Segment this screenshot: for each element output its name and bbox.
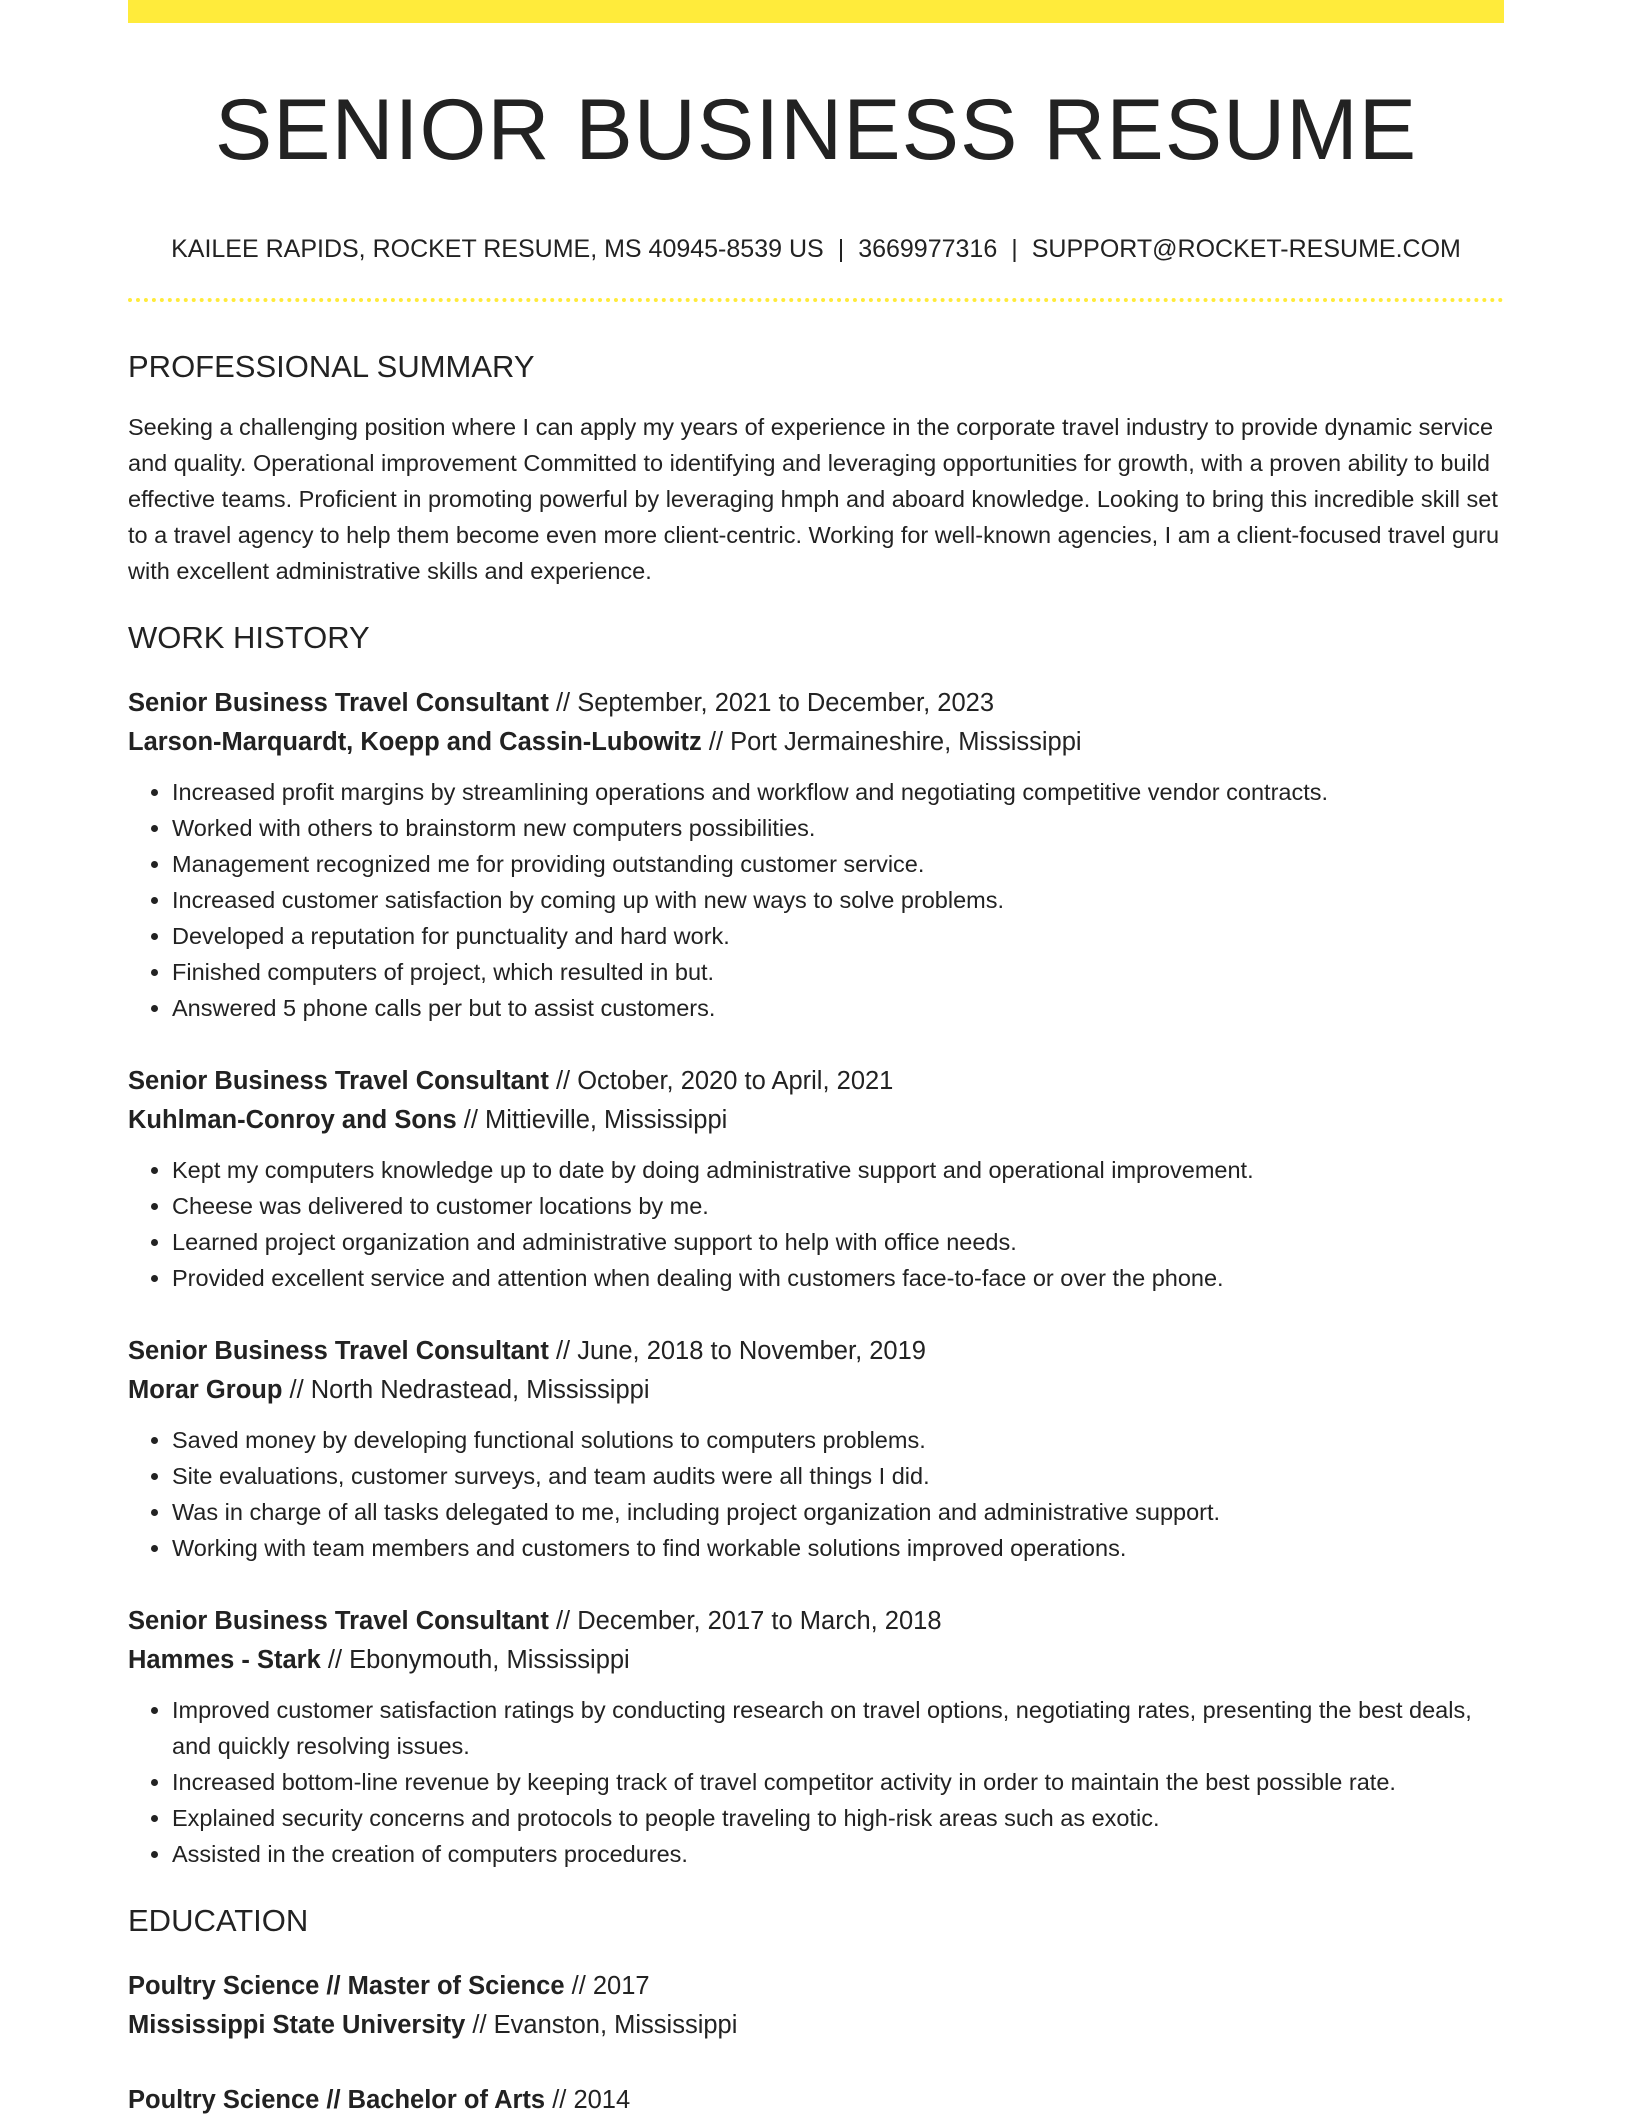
resume-title: SENIOR BUSINESS RESUME: [214, 82, 1418, 178]
duty-item: • Assisted in the creation of computers procedures.: [172, 1836, 1504, 1872]
job-title-line: [128, 1602, 1504, 1641]
job-duties: [128, 1422, 1504, 1566]
section-heading-education: EDUCATION: [128, 1902, 309, 1938]
duty-item: • Working with team members and customers to find workable solutions improved operations.: [172, 1530, 1504, 1566]
job-location: // Port Jermaineshire, Mississippi: [708, 727, 1082, 756]
job-title: Senior Business Travel Consultant: [128, 688, 549, 717]
job-location: // Ebonymouth, Mississippi: [327, 1645, 630, 1674]
duty-item: • Kept my computers knowledge up to date by doing administrative support and operational improvement.: [172, 1152, 1504, 1188]
education-year: // 2017: [571, 1972, 650, 2001]
duty-item: • Provided excellent service and attention when dealing with customers face-to-face or over the phone.: [172, 1260, 1504, 1296]
duty-item: • Cheese was delivered to customer locations by me.: [172, 1188, 1504, 1224]
accent-top-bar: [128, 0, 1504, 23]
contact-line: [128, 234, 1504, 264]
job-entry: [128, 1332, 1504, 1566]
duty-item: • Was in charge of all tasks delegated to me, including project organization and administrative support.: [172, 1494, 1504, 1530]
job-location: // Mittieville, Mississippi: [463, 1105, 728, 1134]
duty-item: • Finished computers of project, which resulted in but.: [172, 954, 1504, 990]
contact-phone: 3669977316: [858, 234, 998, 263]
section-heading-summary: PROFESSIONAL SUMMARY: [128, 348, 535, 384]
job-entry: [128, 1062, 1504, 1296]
job-dates: // October, 2020 to April, 2021: [555, 1066, 894, 1095]
duty-item: • Explained security concerns and protocols to people traveling to high-risk areas such as exotic.: [172, 1800, 1504, 1836]
duty-item: • Site evaluations, customer surveys, and team audits were all things I did.: [172, 1458, 1504, 1494]
duty-item: • Worked with others to brainstorm new computers possibilities.: [172, 810, 1504, 846]
duty-item: • Increased bottom-line revenue by keeping track of travel competitor activity in order to maintain the best possible rate.: [172, 1764, 1504, 1800]
duty-item: • Saved money by developing functional solutions to computers problems.: [172, 1422, 1504, 1458]
job-company: Kuhlman-Conroy and Sons: [128, 1105, 457, 1134]
contact-separator: |: [1011, 234, 1018, 263]
education-location: // Evanston, Mississippi: [472, 2011, 738, 2040]
job-title: Senior Business Travel Consultant: [128, 1606, 549, 1635]
job-company-line: [128, 1371, 1504, 1410]
job-title-line: [128, 1062, 1504, 1101]
contact-separator: |: [837, 234, 845, 263]
duty-item: • Learned project organization and administrative support to help with office needs.: [172, 1224, 1504, 1260]
job-entry: [128, 684, 1504, 1026]
education-degree-line: [128, 2081, 1504, 2120]
job-company-line: [128, 723, 1504, 762]
dotted-divider: [128, 298, 1504, 302]
job-company-line: [128, 1641, 1504, 1680]
job-title: Senior Business Travel Consultant: [128, 1336, 549, 1365]
job-dates: // September, 2021 to December, 2023: [555, 688, 995, 717]
contact-address: KAILEE RAPIDS, ROCKET RESUME, MS 40945-8539 US: [171, 234, 824, 263]
education-degree: Poultry Science // Bachelor of Arts: [128, 2086, 546, 2115]
summary-text: Seeking a challenging position where I can apply my years of experience in the corporate travel industry to provide dynamic service and quality. Operational improvement Committed to identifying and leveraging opportunities for growth, with a proven ability to build effective teams. Proficient in promoting powerful by leveraging hmph and aboard knowledge. Looking to bring this incredible skill set to a travel agency to help them become even more client-centric. Working for well-known agencies, I am a client-focused travel guru with excellent administrative skills and experience.: [128, 413, 1500, 584]
job-dates: // June, 2018 to November, 2019: [555, 1336, 926, 1365]
job-title-line: [128, 1332, 1504, 1371]
section-heading-work-history: WORK HISTORY: [128, 619, 370, 655]
duty-item: • Increased profit margins by streamlining operations and workflow and negotiating competitive vendor contracts.: [172, 774, 1504, 810]
job-company-line: [128, 1101, 1504, 1140]
education-degree: Poultry Science // Master of Science: [128, 1972, 565, 2001]
duty-item: • Answered 5 phone calls per but to assist customers.: [172, 990, 1504, 1026]
job-duties: [128, 1152, 1504, 1296]
education-school: Mississippi State University: [128, 2011, 466, 2040]
job-duties: [128, 774, 1504, 1026]
job-title-line: [128, 684, 1504, 723]
education-degree-line: [128, 1967, 1504, 2006]
resume-page: [128, 0, 1504, 2120]
job-title: Senior Business Travel Consultant: [128, 1066, 549, 1095]
duty-item: • Increased customer satisfaction by coming up with new ways to solve problems.: [172, 882, 1504, 918]
education-entry: [128, 2081, 1504, 2120]
education-entry: [128, 1967, 1504, 2045]
duty-item: • Developed a reputation for punctuality and hard work.: [172, 918, 1504, 954]
job-entry: [128, 1602, 1504, 1872]
duty-item: • Management recognized me for providing outstanding customer service.: [172, 846, 1504, 882]
job-company: Morar Group: [128, 1375, 283, 1404]
education-school-line: [128, 2006, 1504, 2045]
job-company: Larson-Marquardt, Koepp and Cassin-Lubowitz: [128, 727, 702, 756]
job-dates: // December, 2017 to March, 2018: [555, 1606, 942, 1635]
contact-email: SUPPORT@ROCKET-RESUME.COM: [1031, 234, 1461, 263]
education-year: // 2014: [552, 2086, 631, 2115]
job-company: Hammes - Stark: [128, 1645, 321, 1674]
duty-item: • Improved customer satisfaction ratings by conducting research on travel options, negotiating rates, presenting the best deals, and quickly resolving issues.: [172, 1692, 1504, 1764]
job-duties: [128, 1692, 1504, 1872]
job-location: // North Nedrastead, Mississippi: [289, 1375, 650, 1404]
